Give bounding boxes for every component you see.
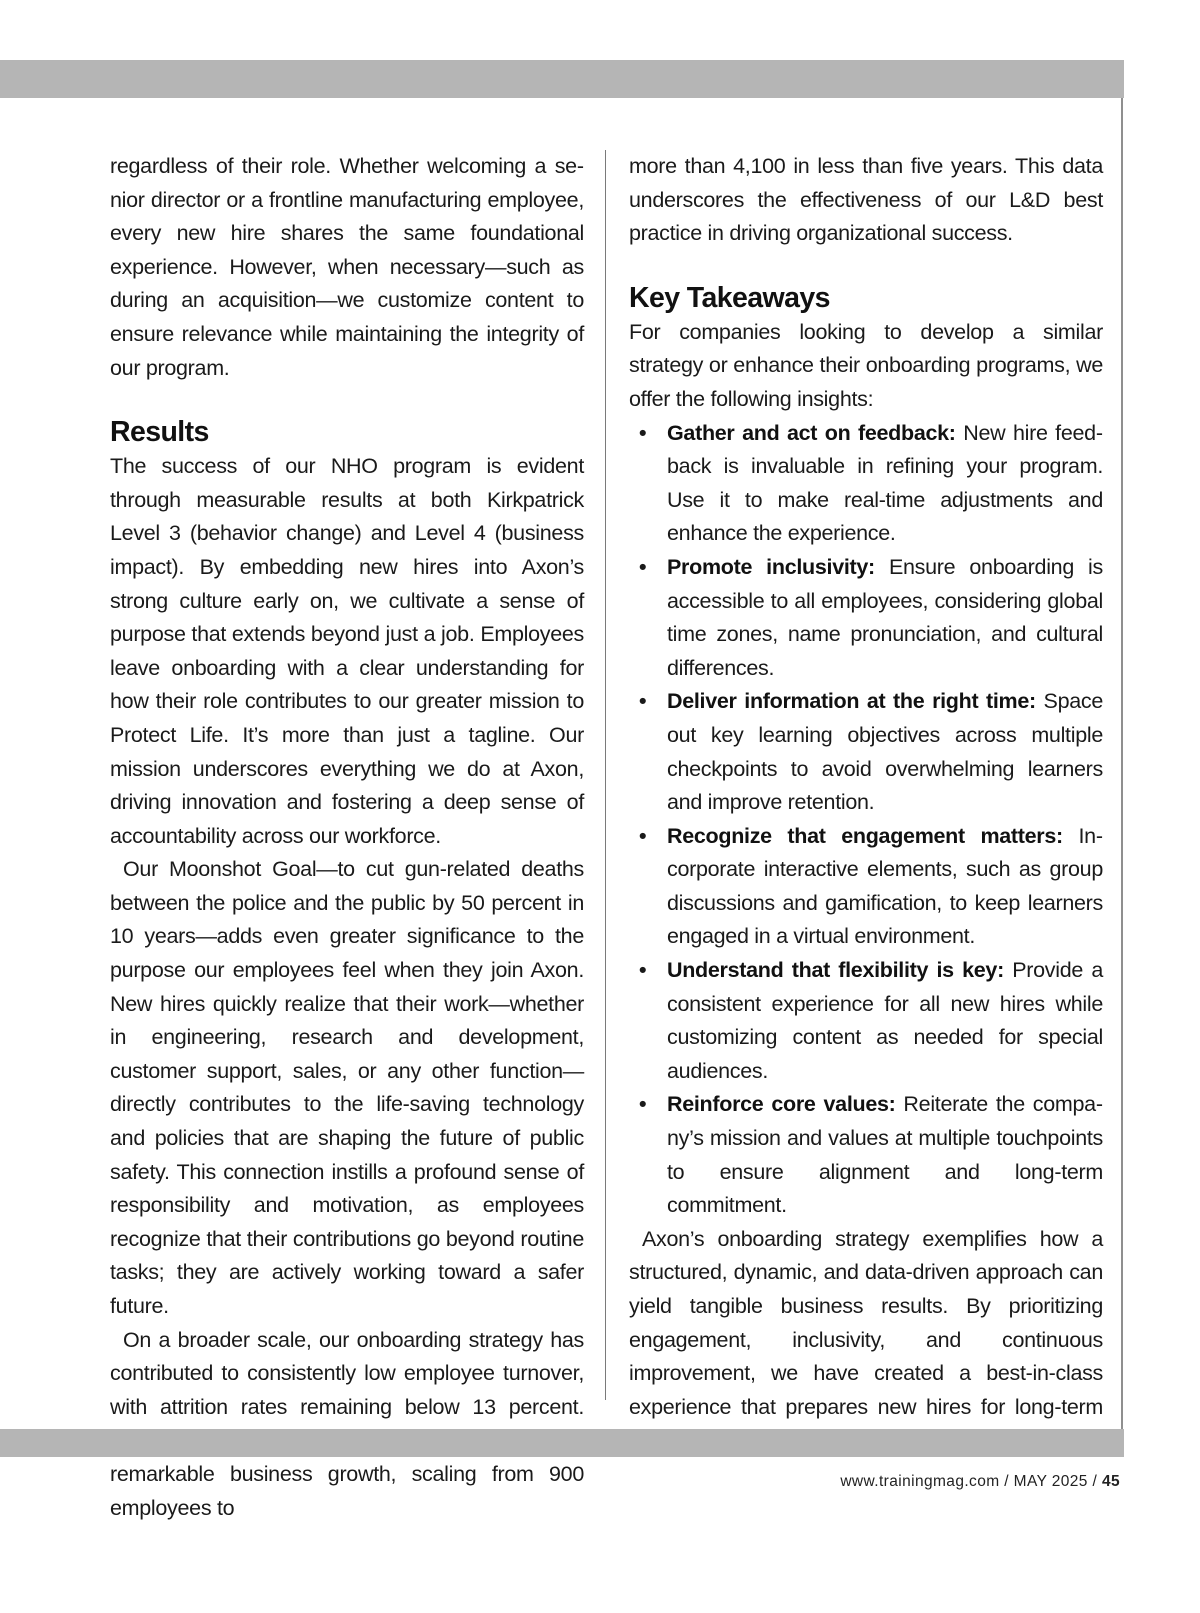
left-paragraph-4: On a broader scale, our onboarding strategy has contributed to consistently low employee turnover, with attrition rates remaining below 13 percent. remarkable business growth, scaling from 900 employees to: [110, 1327, 584, 1520]
right-column: [629, 150, 1103, 1458]
list-item: [629, 1088, 1103, 1222]
list-item: [629, 551, 1103, 685]
bullet-text: Reiterate the company’s mission and values at multiple touchpoints to ensure alignment and long-term commitment.: [667, 1092, 1103, 1218]
footer-separator: /: [1087, 1473, 1102, 1490]
bullet-text: Provide a consistent experience for all new hires while customizing content as needed for special audiences.: [667, 958, 1103, 1083]
key-takeaways-heading: Key Takeaways: [629, 281, 830, 314]
bullet-bold-lead: Gather and act on feedback:: [667, 420, 956, 445]
bullet-text: Space out key learning objectives across multiple checkpoints to avoid overwhelming learners and improve retention.: [667, 689, 1104, 815]
bullet-icon: •: [639, 823, 647, 848]
bullet-text: Ensure onboarding is accessible to all employees, considering global time zones, name pronunciation, and cultural differences.: [667, 554, 1103, 680]
right-page-rule: [1121, 98, 1123, 1429]
footer-separator: /: [999, 1473, 1014, 1490]
page-footer: [840, 1473, 1120, 1491]
closing-paragraph: [629, 1223, 1103, 1458]
left-paragraph-1: regardless of their role. Whether welcoming a senior director or a frontline manufacturing employee, every new hire shares the same foundational experience. However, when necessary—such as during an acquisition—we customize content to ensure relevance while maintaining the integrity of our program.: [110, 154, 584, 380]
left-paragraph-2: The success of our NHO program is evident through measurable results at both Kirkpatrick Level 3 (behavior change) and Level 4 (business impact). By embedding new hires into Axon’s strong culture early on, we cultivate a sense of purpose that extends beyond just a job. Employees leave onboarding with a clear understanding for how their role contributes to our greater mission to Protect Life. It’s more than just a tagline. Our mission underscores everything we do at Axon, driving innovation and fostering a deep sense of accountability across our workforce.: [110, 454, 584, 848]
list-item: [629, 820, 1103, 954]
bullet-bold-lead: Recognize that engagement matters:: [667, 823, 1063, 848]
bullet-icon: •: [639, 689, 647, 714]
bottom-gray-band: [0, 1429, 1124, 1457]
results-heading: Results: [110, 416, 209, 449]
bullet-icon: •: [639, 1092, 647, 1117]
list-item: [629, 417, 1103, 551]
left-paragraph-3: Our Moonshot Goal—to cut gun-related deaths between the police and the public by 50 percent in 10 years—adds even greater significance to the purpose our employees feel when they join Axon. New hires quickly realize that their work—whether in engineering, research and development, customer support, sales, or any other function—directly contributes to the life-saving technology and policies that are shaping the future of public safety. This connection instills a profound sense of responsibility and motivation, as employees recognize that their contributions go beyond routine tasks; they are actively working toward a safer future.: [110, 857, 584, 1318]
footer-url: www.trainingmag.com: [840, 1473, 1000, 1490]
closing-text: Axon’s onboarding strategy exemplifies how a structured, dynamic, and data-driven approach can yield tangible business results. By prioritizing engagement, inclusivity, and continuous improvement, we have created a best-in-class experience that prepares new hires for long-term: [629, 1226, 1103, 1419]
bullet-icon: •: [639, 420, 647, 445]
bullet-bold-lead: Reinforce core values:: [667, 1092, 896, 1117]
list-item: [629, 685, 1103, 819]
bullet-text: Incorporate interactive elements, such as group discussions and gamification, to keep learners engaged in a virtual environment.: [667, 823, 1103, 949]
bullet-bold-lead: Understand that flexibility is key:: [667, 958, 1004, 983]
bullet-text: New hire feedback is invaluable in refining your program. Use it to make real-time adjustments and enhance the experience.: [667, 420, 1103, 546]
footer-issue: MAY 2025: [1013, 1473, 1088, 1490]
bullet-icon: •: [639, 958, 647, 983]
takeaways-intro: For companies looking to develop a similar strategy or enhance their onboarding programs, we offer the following insights:: [629, 319, 1103, 411]
bullet-bold-lead: Promote inclusivity:: [667, 554, 875, 579]
top-gray-band: [0, 60, 1124, 98]
right-paragraph-1: more than 4,100 in less than five years. This data underscores the effectiveness of our L&D best practice in driving organizational success.: [629, 154, 1103, 246]
column-divider: [605, 150, 606, 1400]
left-column: [110, 150, 584, 1525]
list-item: [629, 954, 1103, 1088]
takeaways-list: [629, 417, 1103, 1223]
page-number: 45: [1101, 1473, 1120, 1490]
bullet-icon: •: [639, 554, 647, 579]
bullet-bold-lead: Deliver information at the right time:: [667, 689, 1036, 714]
